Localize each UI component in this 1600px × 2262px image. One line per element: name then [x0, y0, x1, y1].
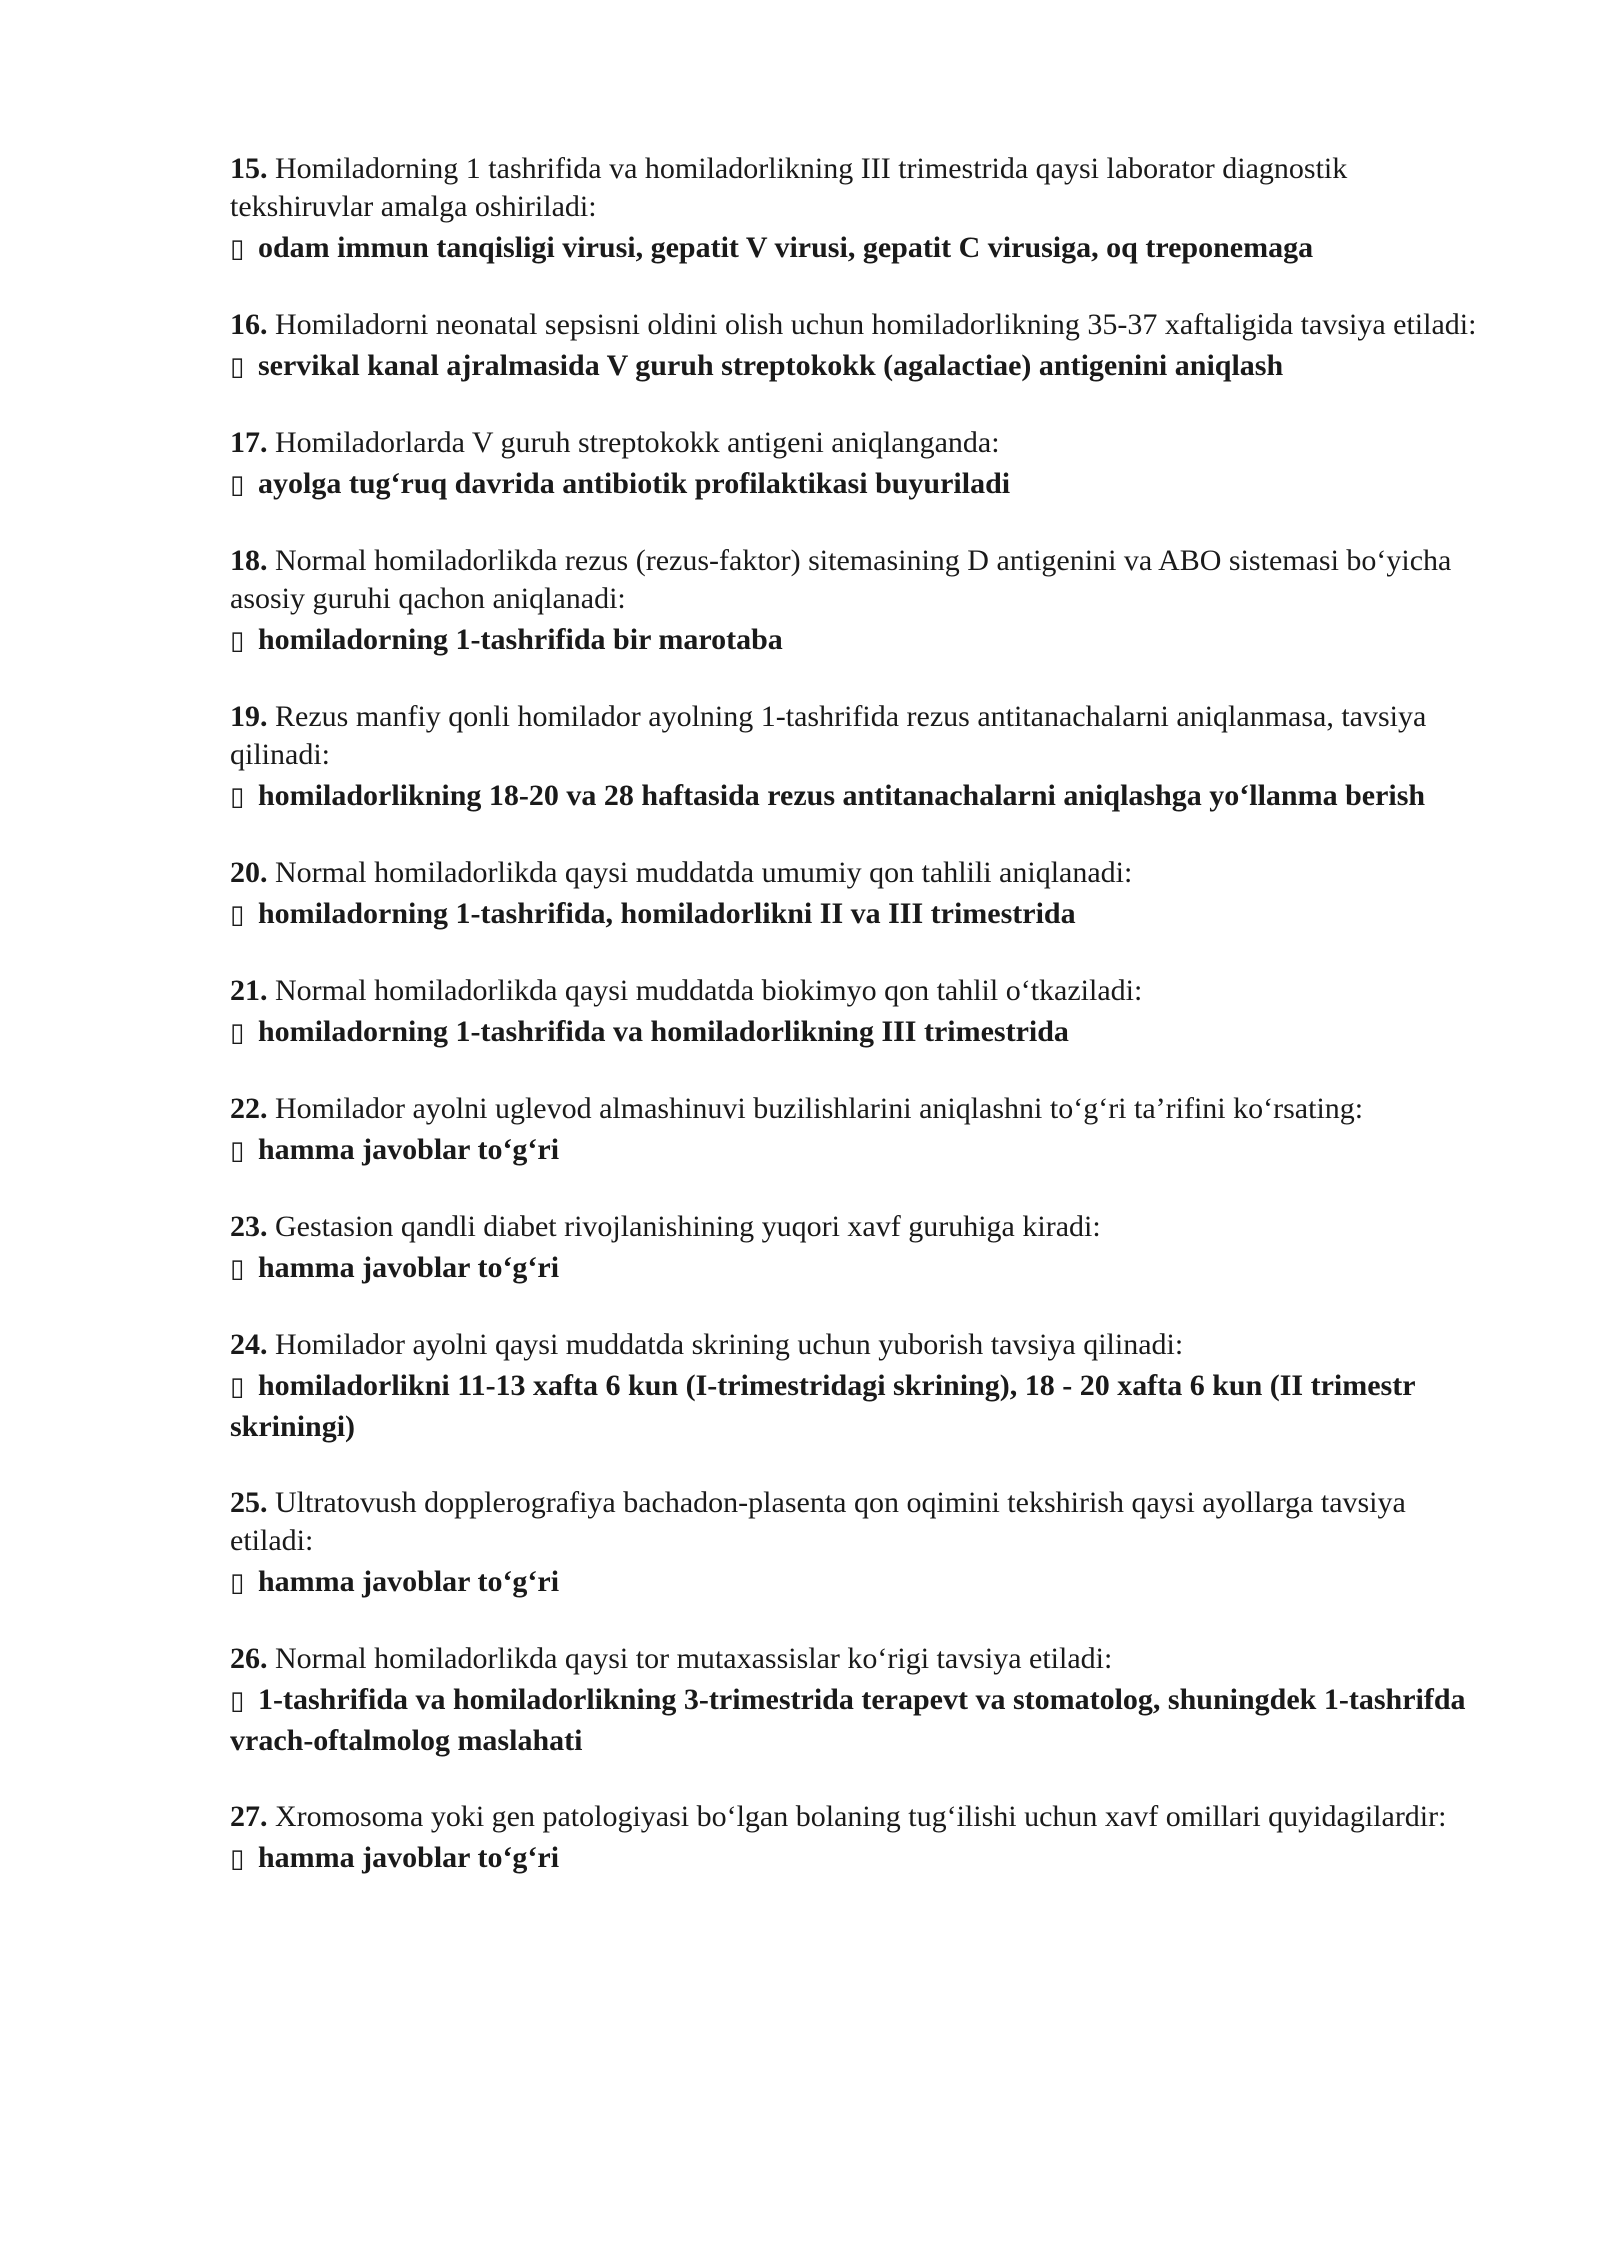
answer-marker-icon: ▯	[230, 1844, 245, 1874]
answer-body: hamma javoblar to‘g‘ri	[258, 1565, 560, 1598]
question-text	[230, 150, 1490, 226]
answer-body: servikal kanal ajralmasida V guruh streptokokk (agalactiae) antigenini aniqlash	[258, 349, 1284, 382]
answer-body: hamma javoblar to‘g‘ri	[258, 1251, 560, 1284]
question-item	[230, 1484, 1490, 1603]
question-number: 27.	[230, 1800, 268, 1833]
question-number: 23.	[230, 1210, 268, 1243]
answer-body: hamma javoblar to‘g‘ri	[258, 1841, 560, 1874]
question-item	[230, 306, 1490, 387]
question-item	[230, 1640, 1490, 1761]
question-number: 17.	[230, 426, 268, 459]
question-body: Homilador ayolni qaysi muddatda skrining uchun yuborish tavsiya qilinadi:	[275, 1328, 1184, 1361]
document-page	[230, 150, 1490, 1916]
question-body: Rezus manfiy qonli homilador ayolning 1-tashrifida rezus antitanachalarni aniqlanmasa, tavsiya qilinadi:	[230, 700, 1427, 771]
question-body: Normal homiladorlikda qaysi tor mutaxassislar ko‘rigi tavsiya etiladi:	[275, 1642, 1113, 1675]
answer-marker-icon: ▯	[230, 1136, 245, 1166]
question-number: 22.	[230, 1092, 268, 1125]
question-body: Xromosoma yoki gen patologiyasi bo‘lgan bolaning tug‘ilishi uchun xavf omillari quyidagilardir:	[275, 1800, 1447, 1833]
question-text	[230, 854, 1490, 892]
question-body: Ultratovush dopplerografiya bachadon-plasenta qon oqimini tekshirish qaysi ayollarga tavsiya etiladi:	[230, 1486, 1406, 1557]
question-text	[230, 972, 1490, 1010]
question-item	[230, 854, 1490, 935]
answer-body: homiladorlikning 18-20 va 28 haftasida rezus antitanachalarni aniqlashga yo‘llanma berish	[258, 779, 1426, 812]
answer-body: hamma javoblar to‘g‘ri	[258, 1133, 560, 1166]
question-number: 16.	[230, 308, 268, 341]
question-item	[230, 150, 1490, 269]
answer-text	[230, 1248, 1490, 1289]
answer-text	[230, 620, 1490, 661]
answer-text	[230, 894, 1490, 935]
question-body: Normal homiladorlikda rezus (rezus-faktor) sitemasining D antigenini va ABO sistemasi bo‘yicha asosiy guruhi qachon aniqlanadi:	[230, 544, 1452, 615]
answer-marker-icon: ▯	[230, 1568, 245, 1598]
question-item	[230, 1326, 1490, 1447]
answer-body: homiladorning 1-tashrifida va homiladorlikning III trimestrida	[258, 1015, 1069, 1048]
answer-marker-icon: ▯	[230, 1018, 245, 1048]
question-body: Normal homiladorlikda qaysi muddatda umumiy qon tahlili aniqlanadi:	[275, 856, 1133, 889]
answer-marker-icon: ▯	[230, 900, 245, 930]
question-text	[230, 1484, 1490, 1560]
answer-text	[230, 1680, 1490, 1761]
question-item	[230, 972, 1490, 1053]
answer-text	[230, 1130, 1490, 1171]
answer-marker-icon: ▯	[230, 234, 245, 264]
answer-marker-icon: ▯	[230, 1372, 245, 1402]
question-number: 19.	[230, 700, 268, 733]
answer-text	[230, 776, 1490, 817]
question-item	[230, 1208, 1490, 1289]
answer-body: odam immun tanqisligi virusi, gepatit V virusi, gepatit C virusiga, oq treponemaga	[258, 231, 1314, 264]
question-text	[230, 542, 1490, 618]
question-item	[230, 1798, 1490, 1879]
question-number: 26.	[230, 1642, 268, 1675]
question-item	[230, 542, 1490, 661]
answer-text	[230, 1838, 1490, 1879]
answer-marker-icon: ▯	[230, 1686, 245, 1716]
question-number: 21.	[230, 974, 268, 1007]
question-text	[230, 1640, 1490, 1678]
answer-text	[230, 1562, 1490, 1603]
question-text	[230, 306, 1490, 344]
answer-marker-icon: ▯	[230, 352, 245, 382]
answer-body: homiladorning 1-tashrifida bir marotaba	[258, 623, 783, 656]
question-item	[230, 1090, 1490, 1171]
answer-marker-icon: ▯	[230, 782, 245, 812]
question-number: 15.	[230, 152, 268, 185]
answer-text	[230, 464, 1490, 505]
question-item	[230, 424, 1490, 505]
question-text	[230, 424, 1490, 462]
question-number: 24.	[230, 1328, 268, 1361]
answer-text	[230, 1366, 1490, 1447]
answer-body: ayolga tug‘ruq davrida antibiotik profilaktikasi buyuriladi	[258, 467, 1011, 500]
answer-body: 1-tashrifida va homiladorlikning 3-trimestrida terapevt va stomatolog, shuningdek 1-tashrifda vrach-oftalmolog maslahati	[230, 1683, 1466, 1757]
question-text	[230, 1326, 1490, 1364]
question-text	[230, 1090, 1490, 1128]
question-text	[230, 1798, 1490, 1836]
answer-text	[230, 1012, 1490, 1053]
question-body: Homilador ayolni uglevod almashinuvi buzilishlarini aniqlashni to‘g‘ri ta’rifini ko‘rsating:	[275, 1092, 1364, 1125]
question-text	[230, 1208, 1490, 1246]
question-body: Homiladorlarda V guruh streptokokk antigeni aniqlanganda:	[275, 426, 1000, 459]
question-number: 18.	[230, 544, 268, 577]
answer-marker-icon: ▯	[230, 1254, 245, 1284]
question-number: 20.	[230, 856, 268, 889]
answer-text	[230, 228, 1490, 269]
answer-text	[230, 346, 1490, 387]
answer-body: homiladorlikni 11-13 xafta 6 kun (I-trimestridagi skrining), 18 - 20 xafta 6 kun (II trimestr skriningi)	[230, 1369, 1415, 1443]
question-item	[230, 698, 1490, 817]
question-body: Homiladorni neonatal sepsisni oldini olish uchun homiladorlikning 35-37 xaftaligida tavsiya etiladi:	[275, 308, 1477, 341]
question-number: 25.	[230, 1486, 268, 1519]
answer-marker-icon: ▯	[230, 470, 245, 500]
answer-body: homiladorning 1-tashrifida, homiladorlikni II va III trimestrida	[258, 897, 1076, 930]
question-body: Homiladorning 1 tashrifida va homiladorlikning III trimestrida qaysi laborator diagnostik tekshiruvlar amalga oshiriladi:	[230, 152, 1348, 223]
question-body: Normal homiladorlikda qaysi muddatda biokimyo qon tahlil o‘tkaziladi:	[275, 974, 1143, 1007]
answer-marker-icon: ▯	[230, 626, 245, 656]
question-text	[230, 698, 1490, 774]
question-body: Gestasion qandli diabet rivojlanishining yuqori xavf guruhiga kiradi:	[275, 1210, 1101, 1243]
